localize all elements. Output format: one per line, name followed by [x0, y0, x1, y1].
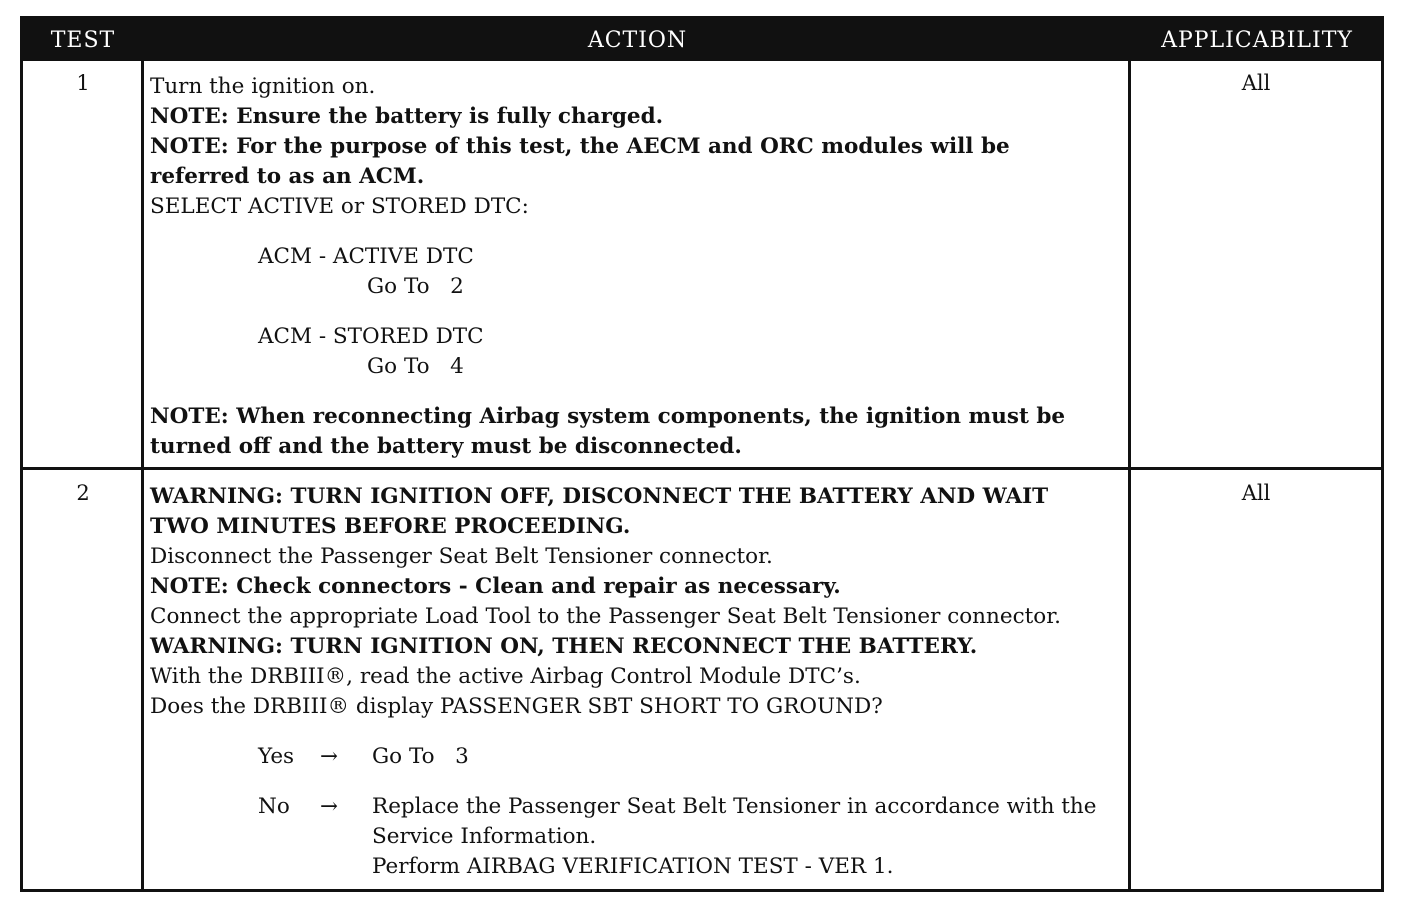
action-line: Turn the ignition on. [150, 74, 376, 99]
header-action: ACTION [587, 28, 688, 53]
note-line: NOTE: Ensure the battery is fully charged. [150, 104, 664, 129]
action-line: Connect the appropriate Load Tool to the Passenger Seat Belt Tensioner connector. [150, 604, 1061, 629]
table-header [23, 19, 1381, 61]
arrow-right-icon: → [320, 744, 339, 769]
yes-label: Yes [258, 744, 295, 769]
option-goto: Go To 4 [367, 354, 464, 379]
warning-line: WARNING: TURN IGNITION ON, THEN RECONNECT THE BATTERY. [150, 634, 978, 659]
row-divider [23, 467, 1381, 470]
note-line: NOTE: When reconnecting Airbag system components, the ignition must be [150, 404, 1066, 429]
action-line: Disconnect the Passenger Seat Belt Tensioner connector. [150, 544, 773, 569]
row-1-test-number: 1 [76, 71, 90, 95]
no-label: No [258, 794, 290, 819]
no-result-line: Replace the Passenger Seat Belt Tensioner in accordance with the [372, 794, 1097, 819]
diagnostic-table [20, 16, 1384, 892]
note-line: referred to as an ACM. [150, 164, 425, 189]
no-result-line: Perform AIRBAG VERIFICATION TEST - VER 1. [372, 854, 894, 879]
row-2-test-number: 2 [76, 481, 90, 505]
row-1-action [150, 72, 1125, 462]
yes-result: Go To 3 [372, 744, 469, 769]
note-line: NOTE: Check connectors - Clean and repair as necessary. [150, 574, 841, 599]
no-branch [150, 792, 1125, 882]
option-label: ACM - ACTIVE DTC [258, 244, 474, 269]
row-2-action [150, 482, 1125, 882]
no-result-line: Service Information. [372, 824, 597, 849]
row-1-applicability: All [1241, 71, 1271, 95]
column-divider [1128, 61, 1131, 889]
warning-line: WARNING: TURN IGNITION OFF, DISCONNECT THE BATTERY AND WAIT [150, 484, 1049, 509]
option-label: ACM - STORED DTC [258, 324, 484, 349]
note-line: turned off and the battery must be disconnected. [150, 434, 742, 459]
header-applicability: APPLICABILITY [1161, 28, 1353, 53]
header-test: TEST [50, 28, 116, 53]
option-goto: Go To 2 [367, 274, 464, 299]
column-divider [141, 61, 144, 889]
action-line: With the DRBIII®, read the active Airbag Control Module DTC’s. [150, 664, 861, 689]
warning-line: TWO MINUTES BEFORE PROCEEDING. [150, 514, 631, 539]
row-2-applicability: All [1241, 481, 1271, 505]
action-line: Does the DRBIII® display PASSENGER SBT SHORT TO GROUND? [150, 694, 883, 719]
note-line: NOTE: For the purpose of this test, the AECM and ORC modules will be [150, 134, 1010, 159]
arrow-right-icon: → [320, 794, 339, 819]
yes-branch [150, 742, 1125, 772]
action-line: SELECT ACTIVE or STORED DTC: [150, 194, 529, 219]
